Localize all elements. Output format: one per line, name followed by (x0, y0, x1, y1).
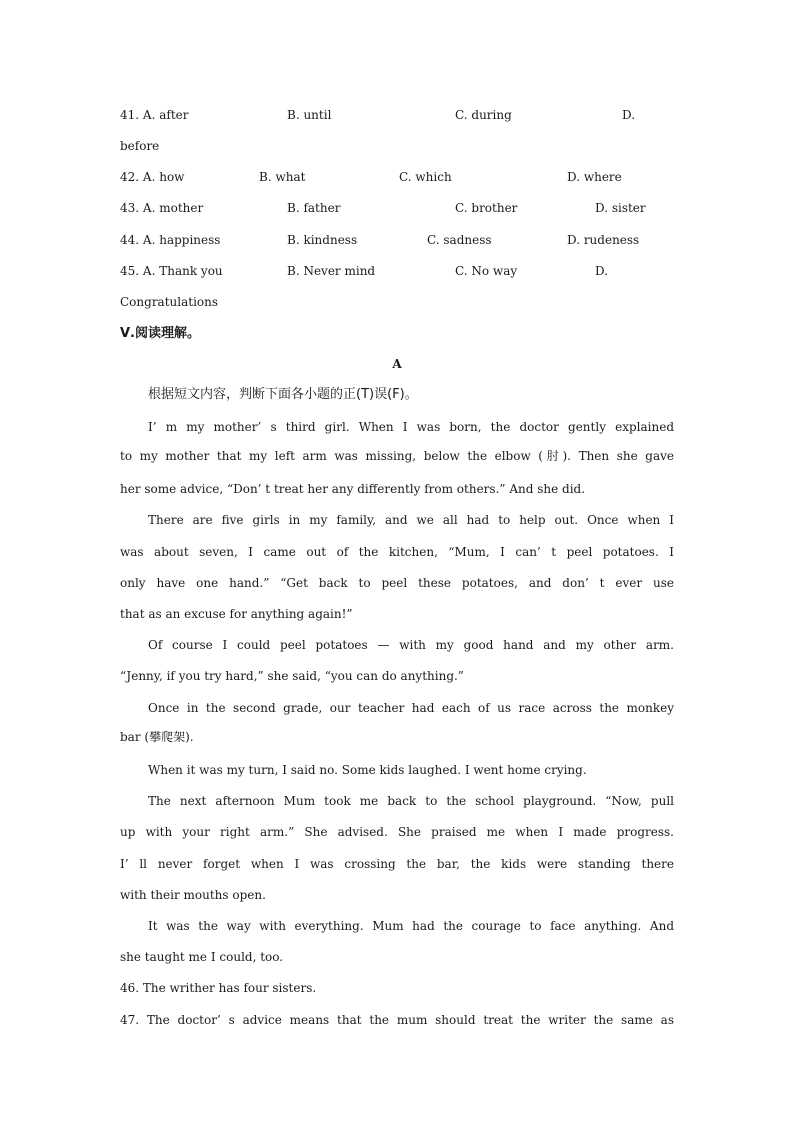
question-number: 45. (120, 264, 140, 278)
question-46: 46. The writher has four sisters. (120, 981, 317, 995)
question-44 (120, 232, 220, 248)
question-number: 43. (120, 201, 140, 215)
passage-line: was about seven, I came out of the kitchen, “Mum, I can’ t peel potatoes. I (120, 545, 674, 559)
passage-line: When it was my turn, I said no. Some kids laughed. I went home crying. (148, 763, 587, 777)
passage-line: Of course I could peel potatoes — with my good hand and my other arm. (148, 638, 674, 652)
option-b: B. father (287, 201, 341, 215)
passage-line: bar (攀爬架). (120, 730, 194, 744)
passage-line: with their mouths open. (120, 888, 266, 902)
option-b: B. Never mind (287, 264, 376, 278)
passage-line: “Jenny, if you try hard,” she said, “you can do anything.” (120, 669, 464, 683)
option-c: C. sadness (427, 233, 492, 247)
question-41 (120, 107, 188, 123)
option-c: C. No way (455, 264, 518, 278)
option-b: B. kindness (287, 233, 358, 247)
option-c: C. which (399, 170, 452, 184)
option-c: C. during (455, 108, 512, 122)
option-b: B. until (287, 108, 332, 122)
option-a: A. happiness (142, 233, 221, 247)
instruction: 根据短文内容，判断下面各小题的正(T)误(F)。 (148, 387, 418, 402)
question-47: 47. The doctor’ s advice means that the mum should treat the writer the same as (120, 1013, 674, 1027)
option-d: D. (622, 108, 636, 122)
option-a: A. mother (142, 201, 204, 215)
question-45 (120, 263, 223, 279)
option-a: A. how (142, 170, 185, 184)
passage-line: she taught me I could, too. (120, 950, 284, 964)
passage-line: I’ ll never forget when I was crossing the bar, the kids were standing there (120, 857, 674, 871)
option-d: D. sister (595, 201, 646, 215)
question-number: 44. (120, 233, 140, 247)
question-number: 41. (120, 108, 140, 122)
option-d: D. (595, 264, 609, 278)
passage-line: It was the way with everything. Mum had the courage to face anything. And (148, 919, 674, 933)
option-b: B. what (259, 170, 306, 184)
option-d-wrap: before (120, 139, 160, 153)
option-c: C. brother (455, 201, 518, 215)
question-number: 42. (120, 170, 140, 184)
question-43 (120, 200, 203, 216)
option-d-wrap: Congratulations (120, 295, 219, 309)
question-42 (120, 169, 184, 185)
passage-line: I’ m my mother’ s third girl. When I was born, the doctor gently explained (148, 420, 674, 434)
passage-line: Once in the second grade, our teacher had each of us race across the monkey (148, 701, 674, 715)
passage-line: to my mother that my left arm was missing, below the elbow (肘). Then she gave (120, 449, 674, 463)
passage-line: up with your right arm.” She advised. She praised me when I made progress. (120, 825, 674, 839)
passage-line: that as an excuse for anything again!” (120, 607, 353, 621)
passage-line: There are five girls in my family, and we all had to help out. Once when I (148, 513, 674, 527)
passage-line: The next afternoon Mum took me back to the school playground. “Now, pull (148, 794, 674, 808)
option-d: D. where (567, 170, 622, 184)
option-a: A. after (142, 108, 189, 122)
passage-line: her some advice, “Don’ t treat her any differently from others.” And she did. (120, 482, 586, 496)
section-title: Ⅴ.阅读理解。 (120, 326, 200, 341)
option-d: D. rudeness (567, 233, 640, 247)
passage-label: A (392, 357, 402, 371)
passage-line: only have one hand.” “Get back to peel these potatoes, and don’ t ever use (120, 576, 674, 590)
option-a: A. Thank you (142, 264, 223, 278)
